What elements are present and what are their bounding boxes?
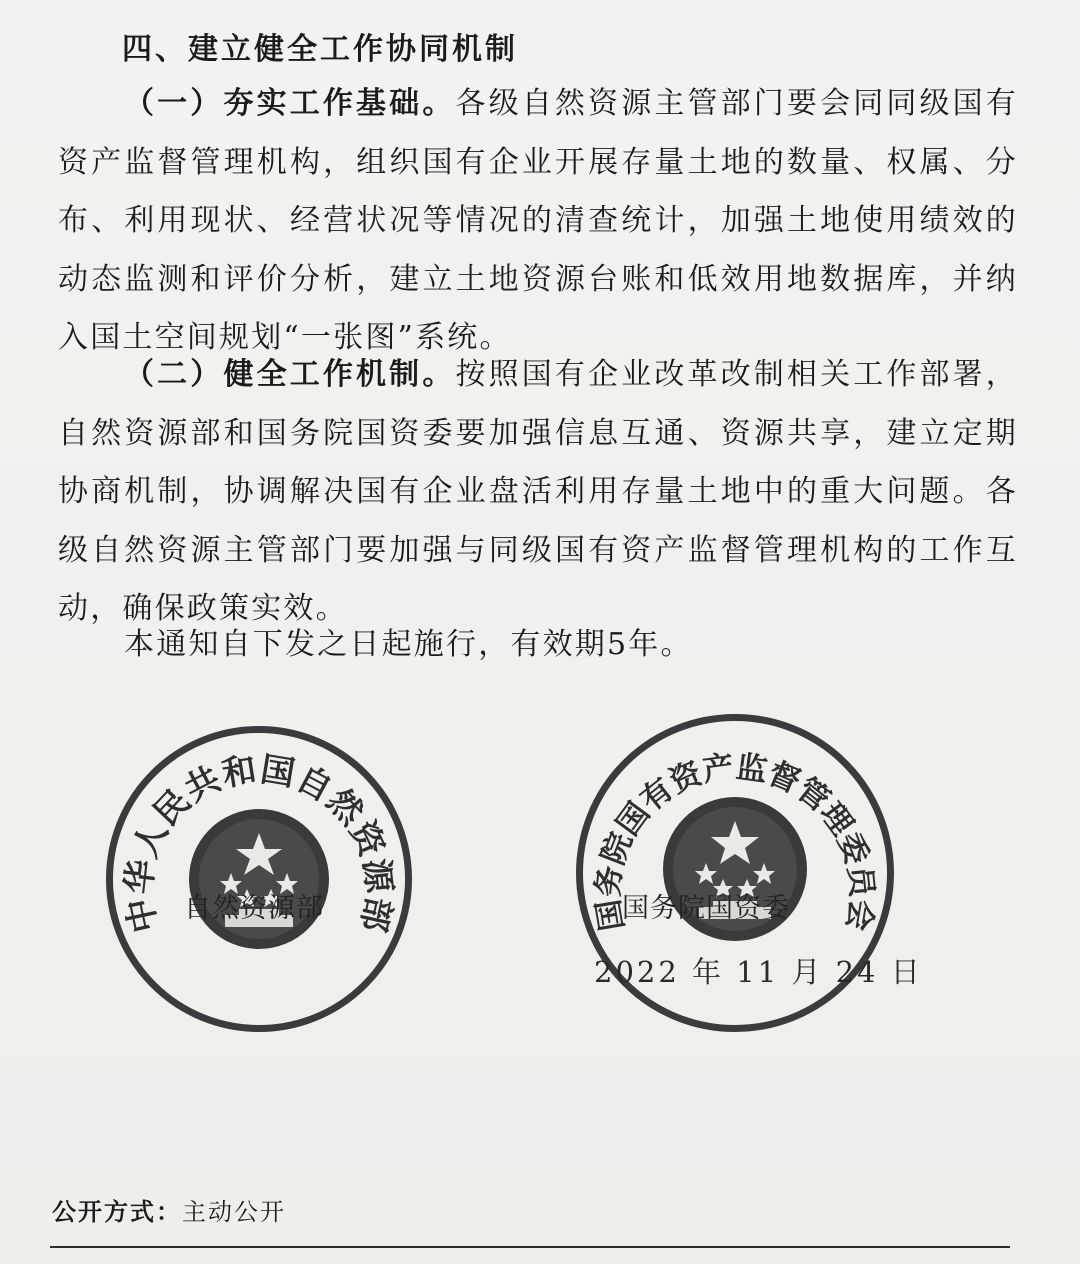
paragraph-mechanism [58, 346, 1018, 639]
disclosure-value: 主动公开 [182, 1198, 286, 1226]
paragraph-body: 本通知自下发之日起施行，有效期5年。 [124, 627, 693, 662]
seal-text: 中华人民共和国自然资源部 [118, 749, 400, 937]
paragraph-foundation [58, 75, 1018, 368]
signer-left: 自然资源部 [184, 893, 324, 924]
disclosure-line [52, 1192, 286, 1227]
paragraph-lead: （二）健全工作机制。 [124, 357, 456, 392]
section-heading: 四、建立健全工作协同机制 [122, 32, 518, 67]
issue-date: 2022 年 11 月 24 日 [594, 955, 923, 989]
paragraph-body: 按照国有企业改革改制相关工作部署，自然资源部和国务院国资委要加强信息互通、资源共享，建立定期协商机制，协调解决国有企业盘活利用存量土地中的重大问题。各级自然资源主管部门要加强与同级国有资产监督管理机构的工作互动，确保政策实效。 [58, 357, 1019, 626]
paragraph-lead: （一）夯实工作基础。 [124, 86, 456, 121]
paragraph-body: 各级自然资源主管部门要会同同级国有资产监督管理机构，组织国有企业开展存量土地的数量、权属、分布、利用现状、经营状况等情况的清查统计，加强土地使用绩效的动态监测和评价分析，建立土地资源台账和低效用地数据库，并纳入国土空间规划“一张图”系统。 [58, 86, 1019, 355]
seal-text: 国务院国有资产监督管理委员会 [590, 749, 880, 934]
disclosure-label: 公开方式： [52, 1198, 182, 1226]
seal-ministry-natural-resources [106, 726, 412, 1032]
footer-divider [50, 1246, 1010, 1248]
paragraph-effective-date [58, 616, 1018, 675]
national-emblem-seal-icon [113, 733, 405, 1025]
signer-right: 国务院国资委 [622, 893, 790, 924]
